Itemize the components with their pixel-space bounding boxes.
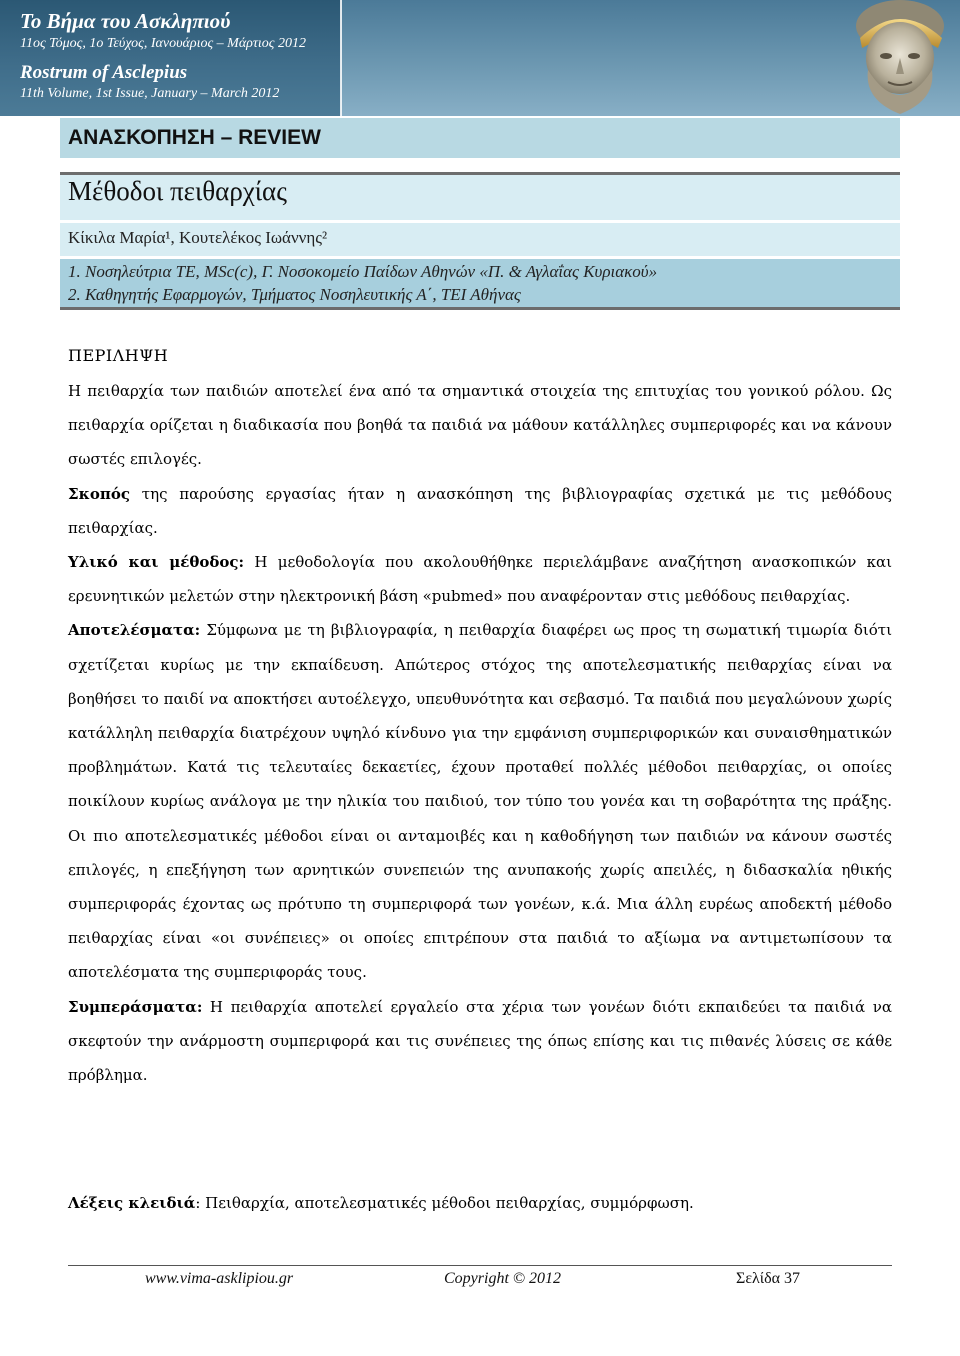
aim-text: της παρούσης εργασίας ήταν η ανασκόπηση της βιβλιογραφίας σχετικά με τις μεθόδους πειθαρχίας. (68, 484, 892, 537)
conclusions-label: Συμπεράσματα: (68, 997, 203, 1016)
abstract-aim (68, 477, 892, 545)
abstract-intro: Η πειθαρχία των παιδιών αποτελεί ένα από τα σημαντικά στοιχεία της επιτυχίας του γονικού ρόλου. Ως πειθαρχία ορίζεται η διαδικασία που βοηθά τα παιδιά να μάθουν κατάλληλες συμπεριφορές και να κάνουν σωστές επιλογές. (68, 382, 892, 469)
conclusions-text: Η πειθαρχία αποτελεί εργαλείο στα χέρια των γονέων διότι εκπαιδεύει τα παιδιά να σκεφτούν την ανάρμοστη συμπεριφορά και τις συνέπειες της όπως επίσης και τις πιθανές λύσεις σε κάθε πρόβλημα. (68, 997, 892, 1085)
abstract-body (68, 374, 892, 1092)
abstract-heading: ΠΕΡΙΛΗΨΗ (68, 346, 169, 365)
affiliation-2: 2. Καθηγητής Εφαρμογών, Τμήματος Νοσηλευτικής Α΄, ΤΕΙ Αθήνας (68, 285, 521, 304)
article-type-label: ΑΝΑΣΚΟΠΗΣΗ – REVIEW (68, 126, 321, 149)
keywords (68, 1194, 892, 1212)
abstract-results (68, 613, 892, 989)
journal-issue-greek: 11ος Τόμος, 1ο Τεύχος, Ιανουάριος – Μάρτιος 2012 (20, 36, 306, 51)
divider (60, 220, 900, 223)
aim-label: Σκοπός (68, 484, 130, 503)
results-label: Αποτελέσματα: (68, 621, 201, 640)
keywords-text: : Πειθαρχία, αποτελεσματικές μέθοδοι πειθαρχίας, συμμόρφωση. (195, 1194, 694, 1212)
footer-website-link[interactable]: www.vima-asklipiou.gr (145, 1270, 294, 1287)
asclepius-bust-logo (838, 0, 960, 114)
method-text: Η μεθοδολογία που ακολουθήθηκε περιελάμβανε αναζήτηση ανασκοπικών και ερευνητικών μελετών στην ηλεκτρονική βάση «pubmed» που αναφέρονταν στις μεθόδους πειθαρχίας. (68, 553, 892, 606)
abstract-method (68, 545, 892, 613)
footer-page-number: Σελίδα 37 (736, 1270, 801, 1287)
journal-issue-english: 11th Volume, 1st Issue, January – March 2012 (20, 86, 280, 101)
method-label: Υλικό και μέθοδος: (68, 553, 245, 572)
abstract-conclusions (68, 990, 892, 1093)
journal-title-greek: Το Βήμα του Ασκληπιού (20, 9, 231, 33)
footer-copyright: Copyright © 2012 (444, 1270, 562, 1287)
journal-title-english: Rostrum of Asclepius (20, 62, 188, 83)
banner-divider (340, 0, 342, 116)
authors: Κίκιλα Μαρία¹, Κουτελέκος Ιωάννης² (68, 228, 328, 247)
footer-rule (68, 1265, 892, 1266)
results-text: Σύμφωνα με τη βιβλιογραφία, η πειθαρχία διαφέρει ως προς τη σωματική τιμωρία διότι σχετίζεται κυρίως με την εκπαίδευση. Απώτερος στόχος της αποτελεσματικής πειθαρχίας είναι να βοηθήσει το παιδί να αποκτήσει αυτοέλεγχο, υπευθυνότητα και σεβασμό. Τα παιδιά που μεγαλώνουν χωρίς κατάλληλη πειθαρχία διατρέχουν υψηλό κίνδυνο για την εμφάνιση συμπεριφορικών και συναισθηματικών προβλημάτων. Κατά τις τελευταίες δεκαετίες, έχουν προταθεί πολλές μέθοδοι πειθαρχίας, οι οποίες ποικίλουν κυρίως ανάλογα με την ηλικία του παιδιού, τον τύπο του γονέα και τη σοβαρότητα της πράξης. Οι πιο αποτελεσματικές μέθοδοι είναι οι ανταμοιβές και η καθοδήγηση των παιδιών να κάνουν σωστές επιλογές, η επεξήγηση των αρνητικών συνεπειών της ανυπακοής χωρίς απειλές, η διδασκαλία ηθικής συμπεριφοράς έχοντας ως πρότυπο τη συμπεριφορά των γονέων, κ.ά. Μια άλλη ευρέως αποδεκτή μέθοδο πειθαρχίας είναι «οι συνέπειες» οι οποίες επιτρέπουν στα παιδιά το αξίωμα να αντιμετωπίσουν τα αποτελέσματα της συμπεριφοράς τους. (68, 621, 892, 982)
article-title: Μέθοδοι πειθαρχίας (68, 176, 287, 206)
keywords-label: Λέξεις κλειδιά (68, 1194, 196, 1212)
affiliation-1: 1. Νοσηλεύτρια ΤΕ, MSc(c), Γ. Νοσοκομείο Παίδων Αθηνών «Π. & Αγλαΐας Κυριακού» (68, 262, 658, 281)
